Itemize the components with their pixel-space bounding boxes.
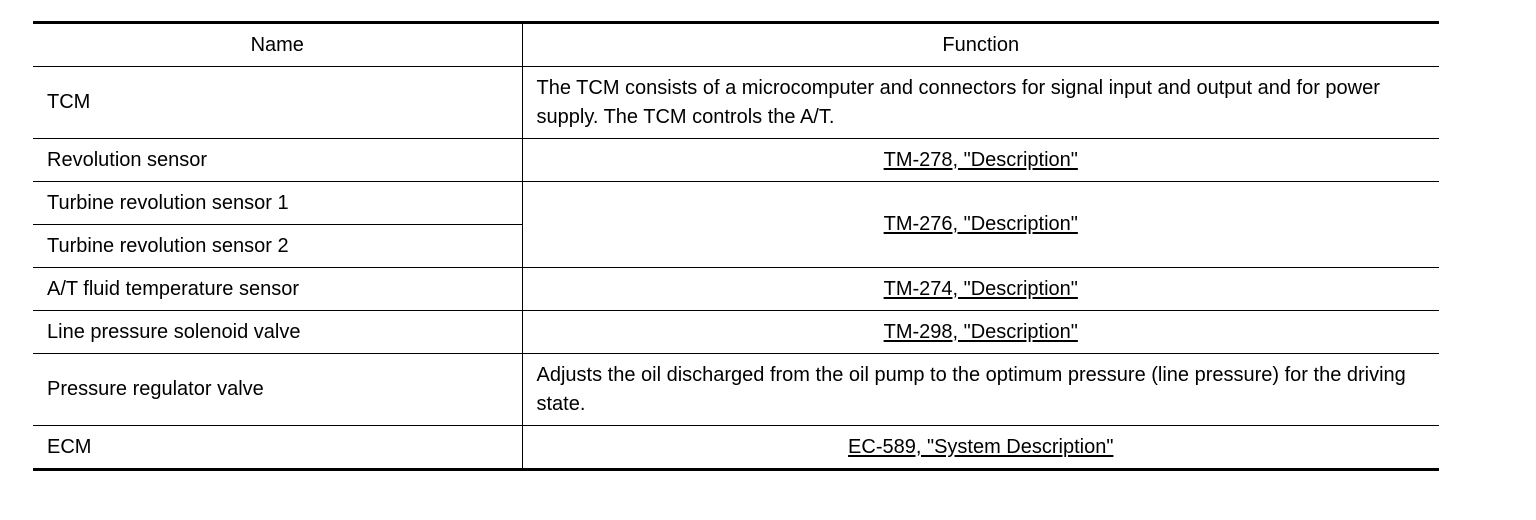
component-function-cell	[522, 268, 1439, 311]
reference-link[interactable]: TM-276, "Description"	[883, 213, 1078, 235]
component-name: Revolution sensor	[33, 139, 522, 182]
reference-link[interactable]: EC-589, "System Description"	[848, 435, 1114, 458]
table-header-row	[33, 23, 1439, 67]
table-row	[33, 139, 1439, 182]
component-name: TCM	[33, 67, 522, 139]
reference-link[interactable]: TM-278, "Description"	[883, 148, 1078, 171]
header-function: Function	[522, 23, 1439, 67]
component-name: Line pressure solenoid valve	[33, 311, 522, 354]
component-name: Turbine revolution sensor 1	[33, 182, 522, 225]
header-name: Name	[33, 23, 522, 67]
reference-link[interactable]: TM-274, "Description"	[883, 277, 1078, 300]
component-function-cell	[522, 139, 1439, 182]
component-function: Adjusts the oil discharged from the oil pump to the optimum pressure (line pressure) for the driving state.	[522, 354, 1439, 426]
component-name: Pressure regulator valve	[33, 354, 522, 426]
table-row	[33, 426, 1439, 470]
component-name: Turbine revolution sensor 2	[33, 225, 522, 268]
component-function-cell	[522, 182, 1439, 268]
component-name: ECM	[33, 426, 522, 470]
component-function-table	[33, 21, 1439, 471]
table-row	[33, 182, 1439, 225]
table-row	[33, 354, 1439, 426]
component-function-cell	[522, 426, 1439, 470]
table-row	[33, 268, 1439, 311]
table-row	[33, 311, 1439, 354]
table-row	[33, 67, 1439, 139]
reference-link[interactable]: TM-298, "Description"	[883, 320, 1078, 343]
component-function: The TCM consists of a microcomputer and connectors for signal input and output and for power supply. The TCM controls the A/T.	[522, 67, 1439, 139]
component-name: A/T fluid temperature sensor	[33, 268, 522, 311]
component-function-cell	[522, 311, 1439, 354]
